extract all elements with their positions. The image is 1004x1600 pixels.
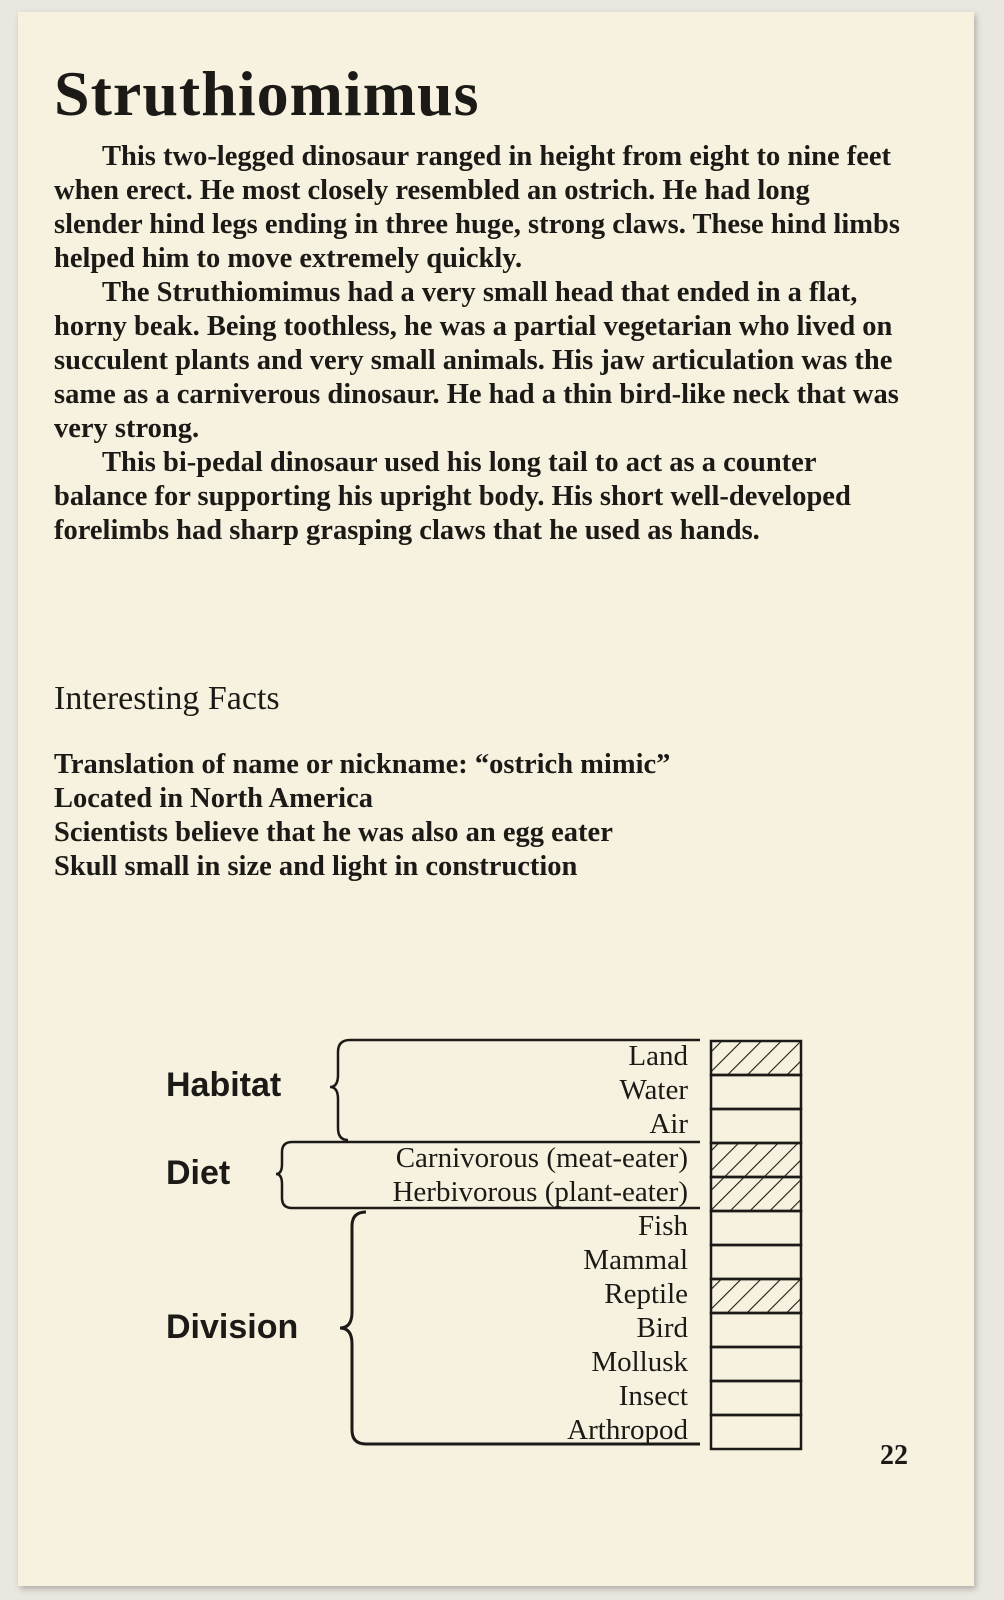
page-title: Struthiomimus [54,58,480,129]
habitat-bracket [330,1040,700,1140]
facts-heading: Interesting Facts [54,680,280,717]
checkbox-carnivorous [711,1143,801,1177]
paragraph-3: This bi-pedal dinosaur used his long tail to act as a counter balance for supporting his upright body. His short well-developed forelimbs had sharp grasping claws that he used as hands. [54,447,851,546]
checkbox-mammal [711,1245,801,1279]
row-label-mollusk: Mollusk [591,1346,688,1378]
row-label-carnivorous: Carnivorous (meat-eater) [395,1142,688,1174]
row-label-herbivorous: Herbivorous (plant-eater) [392,1176,688,1208]
checkbox-fish [711,1211,801,1245]
checkbox-herbivorous [711,1177,801,1211]
checkbox-column [711,1041,801,1449]
checkbox-reptile [711,1279,801,1313]
checkbox-bird [711,1313,801,1347]
fact-item: Located in North America [54,783,373,814]
fact-item: Skull small in size and light in construction [54,851,578,882]
diet-bracket [276,1142,700,1208]
row-label-insect: Insect [618,1380,688,1412]
fact-item: Translation of name or nickname: “ostrich mimic” [54,749,671,780]
paragraph-2: The Struthiomimus had a very small head that ended in a flat, horny beak. Being toothless, he was a partial vegetarian who lived on succulent plants and very small animals. His jaw articulation was the same as a carniverous dinosaur. He had a thin bird-like neck that was very strong. [54,277,899,444]
checkbox-mollusk [711,1347,801,1381]
row-label-arthropod: Arthropod [567,1414,688,1446]
paragraph-1: This two-legged dinosaur ranged in height from eight to nine feet when erect. He most closely resembled an ostrich. He had long slender hind legs ending in three huge, strong claws. These hind limbs helped him to move extremely quickly. [54,141,900,274]
group-label-diet: Diet [166,1154,231,1192]
row-label-reptile: Reptile [604,1278,688,1310]
row-label-mammal: Mammal [583,1244,688,1276]
row-label-bird: Bird [636,1312,688,1344]
row-label-land: Land [628,1040,688,1072]
group-label-habitat: Habitat [166,1066,282,1104]
division-bracket [340,1212,700,1444]
checkbox-land [711,1041,801,1075]
checkbox-insect [711,1381,801,1415]
checkbox-arthropod [711,1415,801,1449]
checkbox-water [711,1075,801,1109]
fact-item: Scientists believe that he was also an egg eater [54,817,613,848]
row-label-air: Air [649,1108,688,1140]
checkbox-air [711,1109,801,1143]
group-label-division: Division [166,1308,299,1346]
row-label-fish: Fish [638,1210,688,1242]
row-label-water: Water [619,1074,688,1106]
page-number: 22 [880,1440,908,1471]
